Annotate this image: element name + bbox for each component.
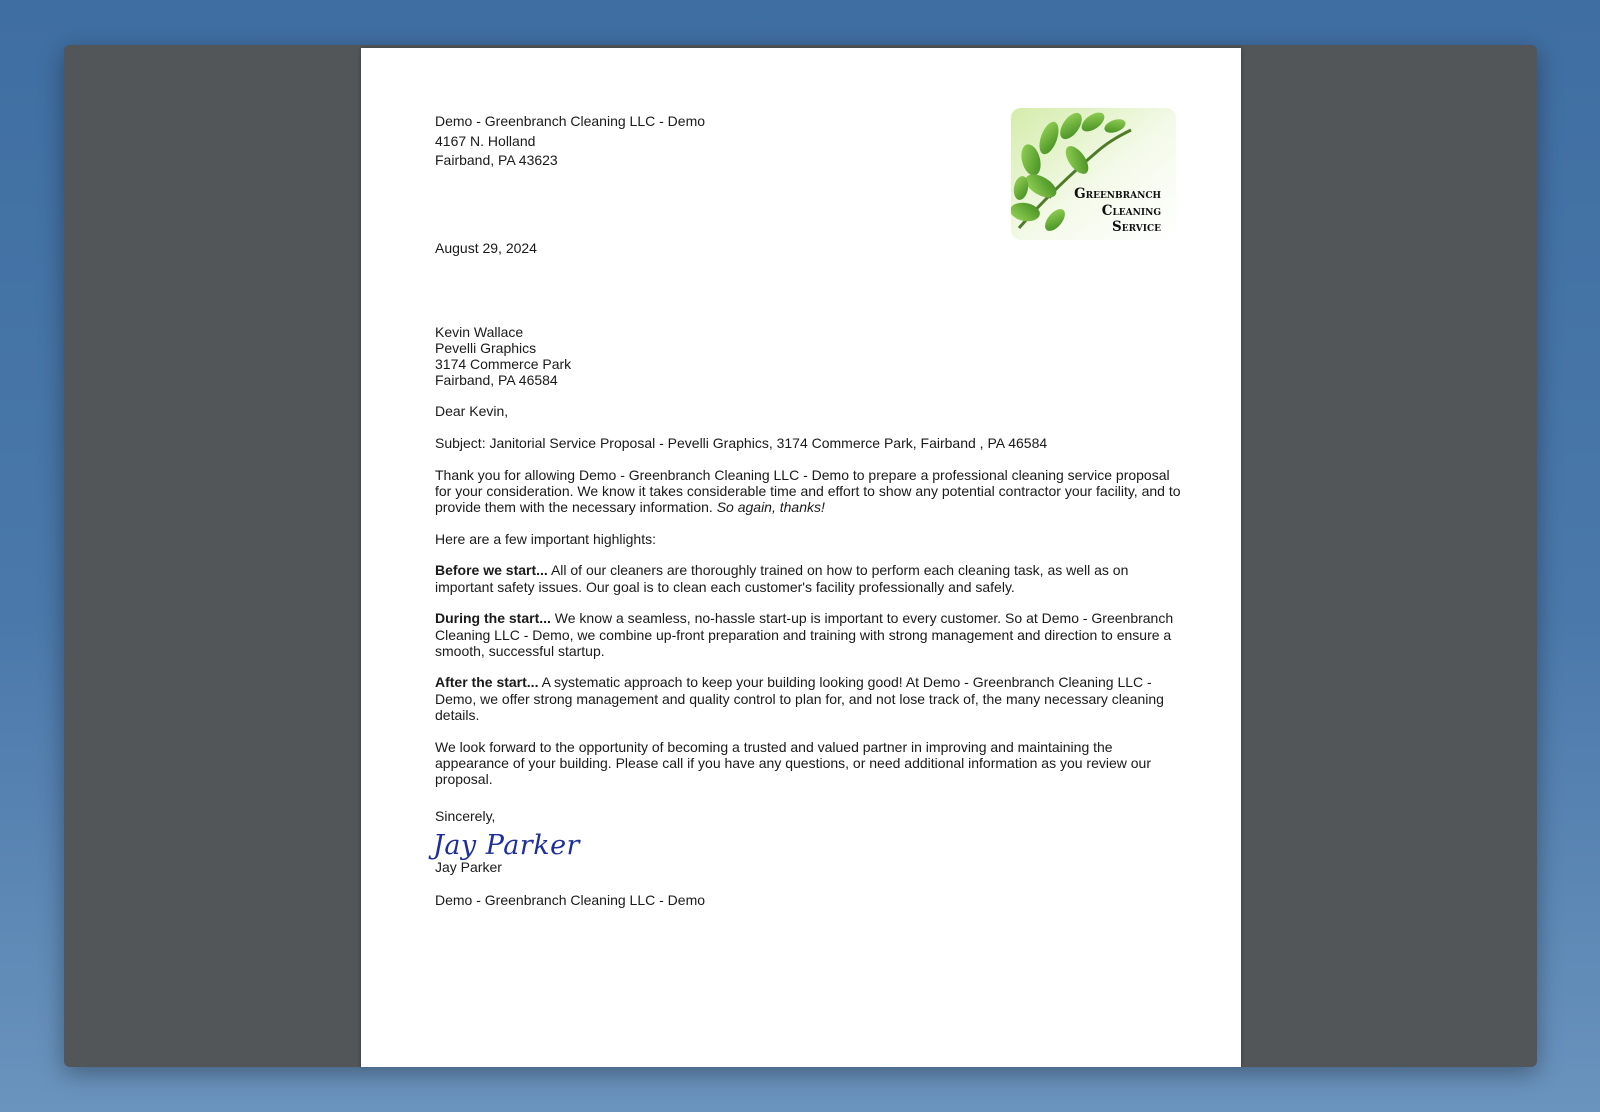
recipient-company: Pevelli Graphics bbox=[435, 339, 537, 356]
sender-street: 4167 N. Holland bbox=[435, 132, 536, 149]
logo-line-2: Cleaning bbox=[1101, 202, 1161, 219]
recipient-street: 3174 Commerce Park bbox=[435, 355, 572, 372]
document-viewer[interactable] bbox=[64, 45, 1537, 1067]
logo-line-1: Greenbranch bbox=[1074, 186, 1161, 202]
sender-address bbox=[435, 112, 1183, 171]
highlight-during bbox=[435, 610, 1183, 659]
letter-date: August 29, 2024 bbox=[435, 239, 537, 256]
signer-name: Jay Parker bbox=[435, 859, 502, 876]
highlight-heading: During the start... bbox=[435, 610, 551, 627]
handwritten-signature: Jay Parker bbox=[433, 830, 580, 862]
document-page bbox=[361, 48, 1241, 1067]
highlight-after bbox=[435, 674, 1183, 723]
highlights-intro: Here are a few important highlights: bbox=[435, 530, 656, 547]
intro-paragraph bbox=[435, 467, 1183, 516]
subject-line: Subject: Janitorial Service Proposal - Pevelli Graphics, 3174 Commerce Park, Fairband , PA 46584 bbox=[435, 434, 1048, 451]
sender-city: Fairband, PA 43623 bbox=[435, 152, 558, 168]
letter-body bbox=[435, 112, 1183, 908]
signer-company: Demo - Greenbranch Cleaning LLC - Demo bbox=[435, 891, 706, 908]
highlight-before bbox=[435, 562, 1183, 594]
highlight-text: All of our cleaners are thoroughly trained on how to perform each cleaning task, as well as on important safety issues. Our goal is to clean each customer's facility professionally and safely. bbox=[435, 562, 1129, 595]
sender-name: Demo - Greenbranch Cleaning LLC - Demo bbox=[435, 113, 706, 129]
highlight-text: A systematic approach to keep your building looking good! At Demo - Greenbranch Cleaning LLC - Demo, we offer strong management and quality control to plan for, and not lose track of, the many necessary cleaning details. bbox=[435, 674, 1164, 723]
closing-paragraph: We look forward to the opportunity of becoming a trusted and valued partner in improving and maintaining the appearance of your building. Please call if you have any questions, or need additional information as you review our proposal. bbox=[435, 738, 1151, 787]
recipient-address bbox=[435, 324, 1183, 388]
intro-text: Thank you for allowing Demo - Greenbranch Cleaning LLC - Demo to prepare a professional cleaning service proposal for your consideration. We know it takes considerable time and effort to show any potential contractor your facility, and to provide them with the necessary information. bbox=[435, 466, 1181, 516]
intro-emphasis: So again, thanks! bbox=[716, 499, 825, 516]
logo-line-3: Service bbox=[1112, 219, 1161, 235]
highlight-heading: After the start... bbox=[435, 674, 539, 691]
highlight-text: We know a seamless, no-hassle start-up is important to every customer. So at Demo - Greenbranch Cleaning LLC - Demo, we combine up-front preparation and training with strong management and direction to ensure a smooth, successful startup. bbox=[435, 610, 1174, 659]
highlight-heading: Before we start... bbox=[435, 562, 548, 579]
closing: Sincerely, bbox=[435, 808, 496, 825]
greeting: Dear Kevin, bbox=[435, 402, 509, 419]
recipient-city: Fairband, PA 46584 bbox=[435, 371, 558, 388]
recipient-name: Kevin Wallace bbox=[435, 323, 524, 340]
